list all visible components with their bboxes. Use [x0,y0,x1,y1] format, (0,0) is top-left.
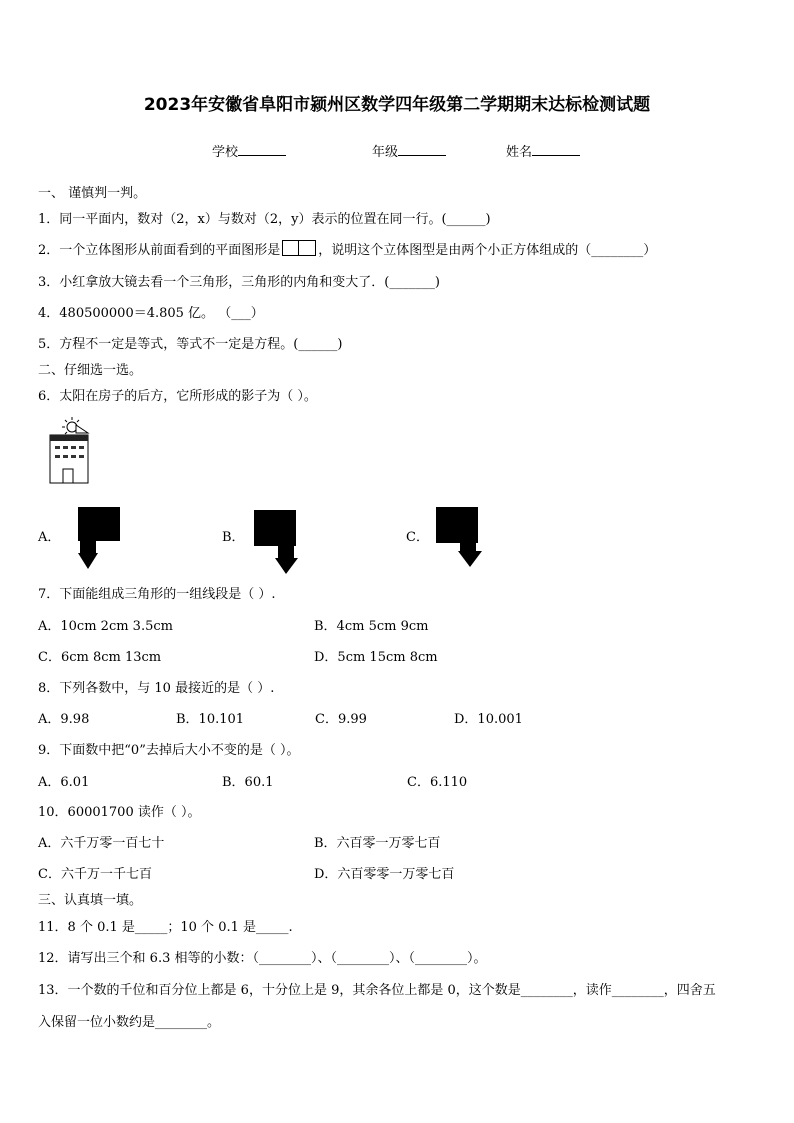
q6-option-c: C． [406,530,429,545]
house-sun-figure [46,415,98,487]
question-2: 2．一个立体图形从前面看到的平面图形是 ，说明这个立体图型是由两个小正方体组成的（________） [38,239,656,258]
question-13-continued: 入保留一位小数约是________。 [38,1015,221,1030]
q10-option-c: C．六千万一千七百 [38,867,152,882]
q10-option-a: A．六千万零一百七十 [38,836,165,851]
q6-option-b: B． [222,530,245,545]
q8-option-a: A．9.98 [38,712,90,727]
question-10: 10．60001700 读作（ ）。 [38,805,201,820]
q8-option-d: D．10.001 [454,712,523,727]
section-1-heading: 一、 谨慎判一判。 [38,186,147,201]
question-7: 7．下面能组成三角形的一组线段是（ ）. [38,587,276,602]
q10-option-b: B．六百零一万零七百 [314,836,441,851]
page-title: 2023年安徽省阜阳市颍州区数学四年级第二学期期末达标检测试题 [143,95,651,115]
question-1: 1．同一平面内，数对（2，x）与数对（2，y）表示的位置在同一行。(______) [38,212,491,227]
q9-option-c: C．6.110 [407,775,468,790]
shadow-option-c-icon [434,505,484,571]
question-13: 13．一个数的千位和百分位上都是 6，十分位上是 9，其余各位上都是 0，这个数是________，读作________，四舍五 [38,983,716,998]
section-2-heading: 二、仔细选一选。 [38,363,143,378]
q7-option-d: D．5cm 15cm 8cm [314,650,438,665]
q8-option-c: C．9.99 [315,712,367,727]
question-12: 12．请写出三个和 6.3 相等的小数：（________）、（________）、（________）。 [38,951,487,966]
question-6: 6．太阳在房子的后方，它所形成的影子为（ ）。 [38,389,317,404]
question-11: 11．8 个 0.1 是_____；10 个 0.1 是_____. [38,920,293,935]
shadow-option-a-icon [76,505,122,573]
q10-option-d: D．六百零零一万零七百 [314,867,455,882]
question-5: 5．方程不一定是等式，等式不一定是方程。(______) [38,337,343,352]
q6-option-a: A． [38,530,61,545]
q7-option-b: B．4cm 5cm 9cm [314,619,429,634]
shadow-option-b-icon [252,508,302,576]
two-squares-figure [282,240,316,256]
section-3-heading: 三、认真填一填。 [38,893,143,908]
q9-option-b: B．60.1 [222,775,274,790]
q8-option-b: B．10.101 [176,712,245,727]
q7-option-a: A．10cm 2cm 3.5cm [38,619,173,634]
question-3: 3．小红拿放大镜去看一个三角形，三角形的内角和变大了．(_______) [38,275,440,290]
grade-field: 年级 [372,141,446,160]
question-8: 8．下列各数中，与 10 最接近的是（ ）. [38,681,275,696]
question-4: 4．480500000＝4.805 亿。 （___） [38,306,264,321]
name-field: 姓名 [506,141,580,160]
q9-option-a: A．6.01 [38,775,90,790]
question-9: 9．下面数中把“0”去掉后大小不变的是（ ）。 [38,743,300,758]
school-field: 学校 [212,141,286,160]
q7-option-c: C．6cm 8cm 13cm [38,650,162,665]
